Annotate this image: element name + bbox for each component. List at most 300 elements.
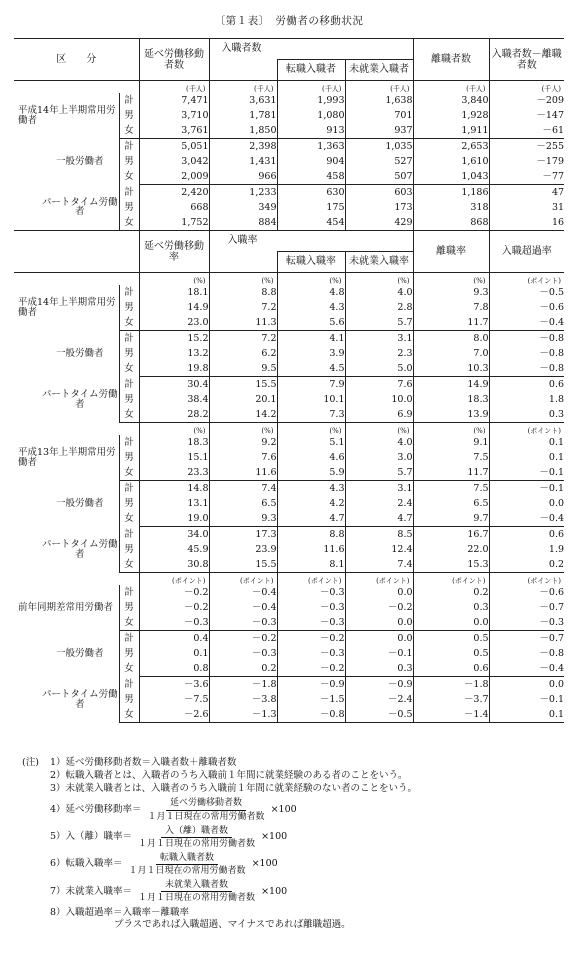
- group-indent: [14, 377, 41, 423]
- value-cell: －1.4: [413, 707, 489, 723]
- value-cell: 458: [277, 169, 345, 185]
- note-6-times: ×100: [251, 858, 278, 870]
- value-cell: 9.3: [209, 511, 277, 527]
- sex-label: 計: [119, 139, 139, 155]
- value-cell: 15.5: [209, 557, 277, 573]
- sex-label: 計: [119, 631, 139, 647]
- value-cell: 4.3: [277, 481, 345, 497]
- value-cell: 701: [345, 108, 413, 123]
- value-cell: 3,631: [209, 93, 277, 108]
- value-cell: －0.1: [489, 465, 564, 481]
- note-7-fraction: [134, 879, 259, 904]
- note-5-den: １月１日現在の常用労働者数: [138, 838, 256, 849]
- value-cell: 1,233: [209, 185, 277, 201]
- group-indent: [14, 331, 41, 377]
- value-cell: 11.3: [209, 315, 277, 331]
- value-cell: 0.6: [413, 661, 489, 677]
- note-4-times: ×100: [270, 803, 297, 815]
- unit-label: (%): [277, 423, 345, 436]
- value-cell: 0.8: [139, 661, 209, 677]
- value-cell: 5,051: [139, 139, 209, 155]
- value-cell: 0.3: [413, 600, 489, 615]
- group-label: パートタイム労働者: [41, 527, 119, 573]
- value-cell: 1.8: [548, 393, 565, 405]
- sex-label: 男: [119, 646, 139, 661]
- value-cell: 34.0: [139, 527, 209, 543]
- value-cell: 30.8: [139, 557, 209, 573]
- sex-label: 女: [119, 215, 139, 231]
- value-cell: 4.5: [277, 361, 345, 377]
- group-label: パートタイム労働者: [41, 185, 119, 231]
- value-cell: 8.5: [345, 527, 413, 543]
- value-cell: －0.4: [209, 600, 277, 615]
- notes: [22, 757, 562, 932]
- group-label: 前年同期差常用労働者: [14, 585, 119, 631]
- value-cell: 15.3: [413, 557, 489, 573]
- group-indent: [14, 677, 41, 723]
- value-cell: －0.4: [209, 585, 277, 600]
- unit-label: (ポイント): [413, 573, 489, 586]
- sex-label: 女: [119, 465, 139, 481]
- value-cell: 1,928: [413, 108, 489, 123]
- value-cell: －0.5: [345, 707, 413, 723]
- value-cell: 16: [489, 215, 564, 231]
- value-cell: －179: [536, 155, 565, 167]
- sex-label: 男: [119, 450, 139, 465]
- value-cell: 0.1: [548, 436, 565, 448]
- group-label: パートタイム労働者: [41, 677, 119, 723]
- unit-label: (%): [345, 273, 413, 286]
- note-4-den: １月１日現在の常用労働者数: [147, 811, 265, 822]
- unit-label: (ポイント): [527, 277, 562, 285]
- value-cell: 4.7: [277, 511, 345, 527]
- value-cell: 45.9: [139, 542, 209, 557]
- value-cell: 12.4: [345, 542, 413, 557]
- value-cell: 9.7: [413, 511, 489, 527]
- value-cell: －1.3: [209, 707, 277, 723]
- value-cell: 13.9: [413, 407, 489, 423]
- value-cell: －1.8: [413, 677, 489, 693]
- value-cell: －147: [536, 109, 565, 121]
- note-5-num: 入（離）職者数: [161, 825, 232, 838]
- group-indent: [14, 139, 41, 185]
- value-cell: 18.1: [139, 285, 209, 300]
- value-cell: 7.0: [413, 346, 489, 361]
- value-cell: 11.6: [277, 542, 345, 557]
- value-cell: 4.0: [345, 285, 413, 300]
- value-cell: 20.1: [209, 392, 277, 407]
- note-5-lhs: 5）入（離）職率＝: [50, 830, 133, 842]
- group-label: 一般労働者: [41, 139, 119, 185]
- value-cell: －0.3: [209, 646, 277, 661]
- note-5-times: ×100: [261, 830, 288, 842]
- unit-label: (%): [277, 273, 345, 286]
- group-label: 平成14年上半期常用労働者: [14, 285, 119, 331]
- value-cell: 1,080: [277, 108, 345, 123]
- value-cell: －0.3: [277, 585, 345, 600]
- unit-label: (ポイント): [277, 573, 345, 586]
- value-cell: 0.5: [413, 646, 489, 661]
- value-cell: 2,398: [209, 139, 277, 155]
- note-8: 8）入職超過率＝入職率－離職率: [50, 906, 190, 918]
- value-cell: －77: [489, 169, 564, 185]
- group-label: 平成13年上半期常用労働者: [14, 435, 119, 481]
- value-cell: 1,638: [345, 93, 413, 108]
- value-cell: 0.1: [489, 707, 564, 723]
- value-cell: 349: [209, 200, 277, 215]
- value-cell: －7.5: [139, 692, 209, 707]
- value-cell: 4.1: [277, 331, 345, 347]
- value-cell: 8.8: [277, 527, 345, 543]
- value-cell: 7.5: [413, 481, 489, 497]
- sex-label: 男: [119, 300, 139, 315]
- group-label: パートタイム労働者: [41, 377, 119, 423]
- value-cell: 15.1: [139, 450, 209, 465]
- section-rates: [14, 231, 564, 723]
- sex-label: 女: [119, 707, 139, 723]
- table-row: [14, 585, 564, 600]
- unit-label: (%): [209, 273, 277, 286]
- value-cell: －0.9: [277, 677, 345, 693]
- table-title: 〔第１表〕 労働者の移動状況: [214, 15, 364, 27]
- value-cell: －0.1: [539, 482, 565, 494]
- value-cell: 7.2: [209, 331, 277, 347]
- value-cell: －2.4: [345, 692, 413, 707]
- value-cell: 0.2: [413, 585, 489, 600]
- header-nyushoku: 入職者数: [209, 39, 413, 60]
- value-cell: 14.9: [139, 300, 209, 315]
- sex-label: 女: [119, 361, 139, 377]
- value-cell: 7.6: [345, 377, 413, 393]
- value-cell: 14.2: [209, 407, 277, 423]
- value-cell: －0.6: [539, 301, 565, 313]
- value-cell: 9.5: [209, 361, 277, 377]
- value-cell: 3,840: [413, 93, 489, 108]
- value-cell: 19.0: [139, 511, 209, 527]
- value-cell: 13.2: [139, 346, 209, 361]
- value-cell: 0.3: [345, 661, 413, 677]
- value-cell: 10.3: [413, 361, 489, 377]
- value-cell: －0.3: [139, 615, 209, 631]
- value-cell: 3.9: [277, 346, 345, 361]
- value-cell: 0.1: [139, 646, 209, 661]
- sex-label: 女: [119, 511, 139, 527]
- value-cell: 4.7: [345, 511, 413, 527]
- sex-label: 男: [119, 108, 139, 123]
- sex-label: 計: [119, 377, 139, 393]
- value-cell: －0.7: [539, 632, 565, 644]
- value-cell: 15.2: [139, 331, 209, 347]
- value-cell: －0.3: [489, 615, 564, 631]
- value-cell: 2,009: [139, 169, 209, 185]
- group-indent: [14, 481, 41, 527]
- table-row: [14, 331, 564, 347]
- value-cell: 18.3: [139, 435, 209, 450]
- value-cell: －0.8: [539, 332, 565, 344]
- table-row: [14, 631, 564, 647]
- value-cell: －0.2: [277, 661, 345, 677]
- value-cell: －0.6: [539, 586, 565, 598]
- value-cell: 1,993: [277, 93, 345, 108]
- value-cell: 0.2: [209, 661, 277, 677]
- value-cell: 7.4: [345, 557, 413, 573]
- group-label: 一般労働者: [41, 631, 119, 677]
- group-label: 平成14年上半期常用労働者: [14, 93, 119, 139]
- value-cell: 2,653: [413, 139, 489, 155]
- value-cell: 7.6: [209, 450, 277, 465]
- sex-label: 男: [119, 496, 139, 511]
- unit-label: (%): [139, 273, 209, 286]
- unit-label: (ポイント): [345, 573, 413, 586]
- sex-label: 計: [119, 435, 139, 450]
- value-cell: －1.5: [277, 692, 345, 707]
- value-cell: 0.0: [548, 678, 565, 690]
- value-cell: －0.3: [277, 646, 345, 661]
- note-5-fraction: [134, 825, 259, 850]
- value-cell: 0.0: [413, 615, 489, 631]
- group-label: 一般労働者: [41, 481, 119, 527]
- value-cell: 173: [345, 200, 413, 215]
- header2-nyushoku: 入職率: [209, 231, 413, 252]
- value-cell: －2.6: [139, 707, 209, 723]
- header-kubun: 区 分: [14, 39, 139, 81]
- unit-label: (千人): [277, 81, 345, 94]
- value-cell: －0.1: [345, 646, 413, 661]
- value-cell: 5.9: [277, 465, 345, 481]
- header2-tenshoku: 転職入職率: [277, 252, 345, 273]
- unit-label: (ポイント): [527, 427, 562, 435]
- value-cell: 2,420: [139, 185, 209, 201]
- value-cell: －0.9: [345, 677, 413, 693]
- value-cell: －0.8: [539, 347, 565, 359]
- value-cell: 0.0: [345, 631, 413, 647]
- value-cell: 1,610: [413, 154, 489, 169]
- value-cell: 0.4: [139, 631, 209, 647]
- value-cell: 10.0: [345, 392, 413, 407]
- unit-row: [14, 273, 564, 286]
- unit-label: (千人): [345, 81, 413, 94]
- value-cell: 3.1: [345, 331, 413, 347]
- sex-label: 女: [119, 557, 139, 573]
- note-6-den: １月１日現在の常用労働者数: [128, 866, 246, 877]
- header-chouka: 入職者数－離職者数: [489, 39, 564, 81]
- value-cell: 3.0: [345, 450, 413, 465]
- value-cell: 8.1: [277, 557, 345, 573]
- notes-mark: (注): [22, 757, 39, 768]
- value-cell: －0.1: [539, 693, 565, 705]
- unit-label: (ポイント): [527, 577, 562, 585]
- note-6-num: 転職入職者数: [156, 852, 218, 865]
- value-cell: －0.7: [539, 601, 565, 613]
- value-cell: 1.9: [548, 543, 565, 555]
- group-indent: [14, 185, 41, 231]
- value-cell: 1,781: [209, 108, 277, 123]
- value-cell: 7.5: [413, 450, 489, 465]
- sex-label: 女: [119, 169, 139, 185]
- header-nyushoku-blank: [209, 60, 277, 81]
- value-cell: 3,042: [139, 154, 209, 169]
- value-cell: －3.6: [139, 677, 209, 693]
- value-cell: 7.4: [209, 481, 277, 497]
- value-cell: 5.0: [345, 361, 413, 377]
- value-cell: 318: [413, 200, 489, 215]
- value-cell: －0.3: [277, 615, 345, 631]
- table-row: [14, 185, 564, 201]
- group-label-blank: [14, 573, 139, 586]
- sex-label: 計: [119, 677, 139, 693]
- value-cell: 23.9: [209, 542, 277, 557]
- table-row: [14, 677, 564, 693]
- value-cell: 7.2: [209, 300, 277, 315]
- note-7-times: ×100: [261, 885, 288, 897]
- value-cell: 5.6: [277, 315, 345, 331]
- value-cell: 7,471: [139, 93, 209, 108]
- value-cell: 22.0: [413, 542, 489, 557]
- value-cell: －0.2: [277, 631, 345, 647]
- table-row: [14, 435, 564, 450]
- value-cell: －61: [489, 123, 564, 139]
- sex-label: 女: [119, 315, 139, 331]
- header2-rishoku: 離職率: [413, 231, 489, 273]
- note-8b: プラスであれば入職超過、マイナスであれば離職超過。: [114, 919, 351, 931]
- sex-label: 計: [119, 481, 139, 497]
- unit-label: (%): [139, 423, 209, 436]
- value-cell: 1,035: [345, 139, 413, 155]
- value-cell: －0.8: [277, 707, 345, 723]
- value-cell: 668: [139, 200, 209, 215]
- sex-label: 計: [119, 285, 139, 300]
- note-4-num: 延べ労働移動者数: [166, 797, 246, 810]
- unit-label: (千人): [209, 81, 277, 94]
- value-cell: 11.6: [209, 465, 277, 481]
- value-cell: 2.3: [345, 346, 413, 361]
- value-cell: 5.7: [345, 465, 413, 481]
- value-cell: －0.4: [489, 661, 564, 677]
- value-cell: 1,363: [277, 139, 345, 155]
- value-cell: 1,752: [139, 215, 209, 231]
- value-cell: 30.4: [139, 377, 209, 393]
- note-7-den: １月１日現在の常用労働者数: [138, 893, 256, 904]
- value-cell: 4.8: [277, 285, 345, 300]
- value-cell: 966: [209, 169, 277, 185]
- value-cell: －0.4: [489, 315, 564, 331]
- unit-label: (千人): [413, 81, 489, 94]
- table-row: [14, 285, 564, 300]
- sex-label: 男: [119, 542, 139, 557]
- value-cell: －3.7: [413, 692, 489, 707]
- header-tenshoku: 転職入職者: [277, 60, 345, 81]
- value-cell: －255: [536, 140, 565, 152]
- header2-enobe: 延べ労働移動率: [139, 231, 209, 273]
- value-cell: 527: [345, 154, 413, 169]
- value-cell: 6.5: [209, 496, 277, 511]
- note-1: 1）延べ労働移動者数＝入職者数＋離職者数: [50, 757, 237, 768]
- header-enobe: 延べ労働移動者数: [139, 39, 209, 81]
- sex-label: 男: [119, 154, 139, 169]
- group-indent: [14, 527, 41, 573]
- table-row: [14, 527, 564, 543]
- value-cell: 0.6: [548, 528, 565, 540]
- value-cell: －0.3: [209, 615, 277, 631]
- value-cell: 11.7: [413, 315, 489, 331]
- note-4-fraction: [144, 797, 269, 822]
- note-7-num: 未就業入職者数: [161, 879, 232, 892]
- value-cell: －3.8: [209, 692, 277, 707]
- value-cell: 18.3: [413, 392, 489, 407]
- note-3: 3）未就業入職者とは、入職者のうち入職前１年間に就業経験のない者のことをいう。: [50, 782, 418, 794]
- value-cell: －0.2: [139, 585, 209, 600]
- value-cell: 2.8: [345, 300, 413, 315]
- value-cell: 603: [345, 185, 413, 201]
- unit-row: [14, 573, 564, 586]
- labor-mobility-table: [14, 38, 564, 723]
- value-cell: 3.1: [345, 481, 413, 497]
- value-cell: 7.9: [277, 377, 345, 393]
- value-cell: 13.1: [139, 496, 209, 511]
- value-cell: 0.3: [489, 407, 564, 423]
- value-cell: 23.0: [139, 315, 209, 331]
- value-cell: 0.0: [345, 615, 413, 631]
- value-cell: 3,761: [139, 123, 209, 139]
- value-cell: 868: [413, 215, 489, 231]
- note-6-fraction: [125, 852, 250, 877]
- header2-nyushoku-blank: [209, 252, 277, 273]
- table-row: [14, 139, 564, 155]
- value-cell: 4.6: [277, 450, 345, 465]
- value-cell: 7.3: [277, 407, 345, 423]
- value-cell: 4.3: [277, 300, 345, 315]
- value-cell: 1,431: [209, 154, 277, 169]
- sex-label: 男: [119, 346, 139, 361]
- value-cell: －0.3: [277, 600, 345, 615]
- sex-label: 女: [119, 615, 139, 631]
- group-label-blank: [14, 273, 139, 286]
- sex-label: 計: [119, 93, 139, 108]
- value-cell: 630: [277, 185, 345, 201]
- value-cell: －0.2: [139, 600, 209, 615]
- value-cell: －0.4: [489, 511, 564, 527]
- unit-label: (千人): [139, 81, 209, 94]
- value-cell: 16.7: [413, 527, 489, 543]
- table-row: [14, 377, 564, 393]
- header-rishoku: 離職者数: [413, 39, 489, 81]
- sex-label: 女: [119, 123, 139, 139]
- header2-blank: [14, 231, 139, 273]
- value-cell: 429: [345, 215, 413, 231]
- value-cell: 14.8: [139, 481, 209, 497]
- sex-label: 計: [119, 331, 139, 347]
- value-cell: 507: [345, 169, 413, 185]
- value-cell: 6.9: [345, 407, 413, 423]
- unit-label: (ポイント): [209, 573, 277, 586]
- value-cell: 5.7: [345, 315, 413, 331]
- value-cell: 47: [551, 186, 565, 198]
- value-cell: 5.1: [277, 435, 345, 450]
- sex-label: 男: [119, 392, 139, 407]
- value-cell: 0.0: [345, 585, 413, 600]
- value-cell: 0.6: [548, 378, 565, 390]
- value-cell: 23.3: [139, 465, 209, 481]
- value-cell: 1,850: [209, 123, 277, 139]
- value-cell: 3,710: [139, 108, 209, 123]
- value-cell: 8.8: [209, 285, 277, 300]
- value-cell: －0.8: [539, 647, 565, 659]
- value-cell: 14.9: [413, 377, 489, 393]
- value-cell: 10.1: [277, 392, 345, 407]
- value-cell: 38.4: [139, 392, 209, 407]
- unit-label: (千人): [541, 85, 562, 93]
- header2-chouka: 入職超過率: [489, 231, 564, 273]
